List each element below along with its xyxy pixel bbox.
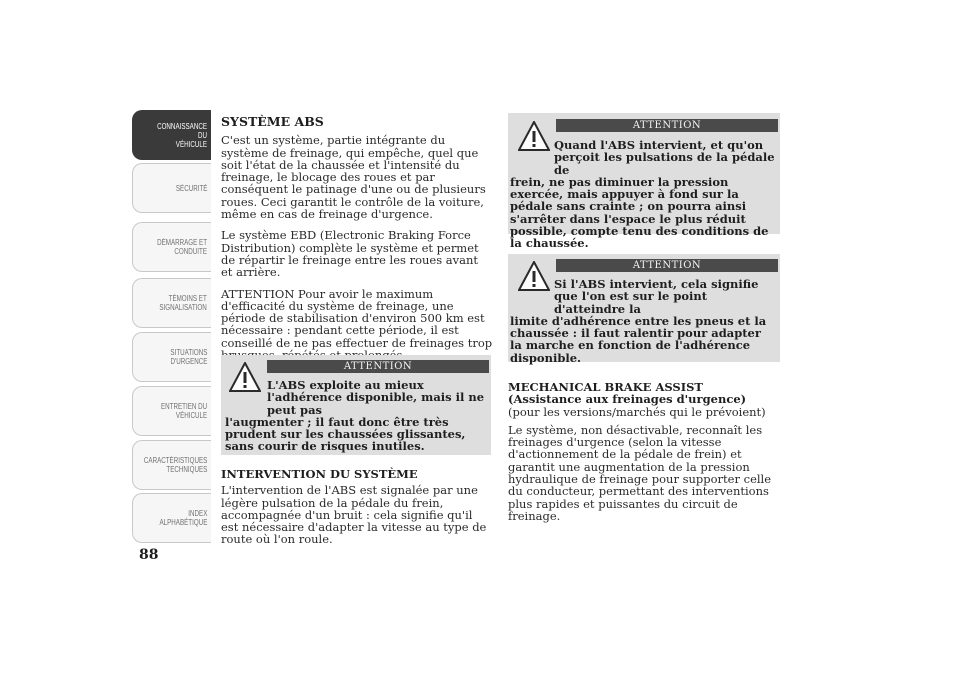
warning-text-first: Si l'ABS intervient, cela signifie que l'on est sur le point d'atteindre la — [554, 277, 759, 316]
tab-caracteristiques-techniques[interactable] — [132, 440, 211, 490]
warning-label: ATTENTION — [556, 259, 778, 272]
section-subtitle-note: (pour les versions/marchés qui le prévoient) — [508, 404, 766, 419]
section-subtitle: INTERVENTION DU SYSTÈME — [221, 467, 418, 481]
section-title: SYSTÈME ABS — [221, 114, 324, 129]
tab-temoins-et-signalisation[interactable] — [132, 278, 211, 328]
warning-label: ATTENTION — [267, 360, 489, 373]
warning-text-rest: limite d'adhérence entre les pneus et la chaussée : il faut ralentir pour adapter la marche en fonction de l'adhérence disponible. — [510, 313, 767, 365]
warning-box — [508, 113, 780, 251]
paragraph: C'est un système, partie intégrante du système de freinage, qui empêche, quel que soit l'état de la chaussée et l'intensité du freinage, le blocage des roues et par conséquent le patinage d'une ou de plusieurs roues. Ceci garantit le contrôle de la voiture, même en cas de freinage d'urgence. — [221, 133, 486, 222]
warning-text — [225, 379, 487, 453]
warning-text — [510, 278, 776, 364]
tab-label: TÉMOINS ET SIGNALISATION — [159, 294, 207, 312]
section-title: MECHANICAL BRAKE ASSIST (Assistance aux freinages d'urgence) — [508, 380, 747, 407]
warning-box — [221, 355, 491, 455]
warning-text-first: L'ABS exploite au mieux l'adhérence disponible, mais il ne peut pas — [267, 378, 485, 417]
right-column — [508, 381, 778, 531]
tab-label: SITUATIONS D'URGENCE — [170, 348, 207, 366]
tab-demarrage-et-conduite[interactable] — [132, 222, 211, 272]
warning-text-rest: frein, ne pas diminuer la pression exercée, mais appuyer à fond sur la pédale sans crainte ; on pourra ainsi s'arrêter dans l'espace le plus réduit possible, compte tenu des conditions de la chaussée. — [510, 174, 769, 251]
page-number: 88 — [139, 547, 159, 563]
warning-text-first: Quand l'ABS intervient, et qu'on perçoit les pulsations de la pédale de — [554, 138, 775, 177]
paragraph: L'intervention de l'ABS est signalée par une légère pulsation de la pédale du frein, accompagnée d'un bruit : cela signifie qu'il est nécessaire d'adapter la vitesse au type de route où l'on roule. — [221, 483, 487, 547]
tab-label: DÉMARRAGE ET CONDUITE — [157, 238, 207, 256]
tab-label: SÉCURITÉ — [175, 183, 207, 193]
tab-connaissance-du-vehicule[interactable] — [132, 110, 211, 160]
paragraph: ATTENTION Pour avoir le maximum d'efficacité du système de freinage, une période de stabilisation d'environ 500 km est nécessaire : pendant cette période, il est conseillé de ne pas effectuer de freinages trop — [221, 286, 493, 350]
tab-label: INDEX ALPHABÉTIQUE — [159, 509, 207, 527]
tab-label: CARACTÉRISTIQUES TECHNIQUES — [143, 456, 207, 474]
tab-label: CONNAISSANCE DU VÉHICULE — [157, 121, 207, 149]
warning-box — [508, 254, 780, 365]
tab-index-alphabetique[interactable] — [132, 493, 211, 543]
tab-securite[interactable] — [132, 163, 211, 213]
tab-entretien-du-vehicule[interactable] — [132, 386, 211, 436]
tab-situations-d-urgence[interactable] — [132, 332, 211, 382]
left-column-bottom — [221, 468, 493, 555]
warning-text — [510, 139, 776, 250]
tab-label: ENTRETIEN DU VÉHICULE — [160, 402, 207, 420]
paragraph: Le système, non désactivable, reconnaît les freinages d'urgence (selon la vitesse d'actionnement de la pédale de frein) et garantit une augmentation de la pression hydraulique de freinage pour supporter celle du conducteur, permettant des interventions plus rapides et puissantes du circuit de freinage. — [508, 422, 772, 523]
paragraph: Le système EBD (Electronic Braking Force Distribution) complète le système et permet de répartir le freinage entre les roues avant et arrière. — [221, 228, 479, 280]
warning-label: ATTENTION — [556, 119, 778, 132]
warning-text-rest: l'augmenter ; il faut donc être très prudent sur les chaussées glissantes, sans courir de risques inutiles. — [225, 414, 466, 454]
left-column — [221, 116, 493, 370]
